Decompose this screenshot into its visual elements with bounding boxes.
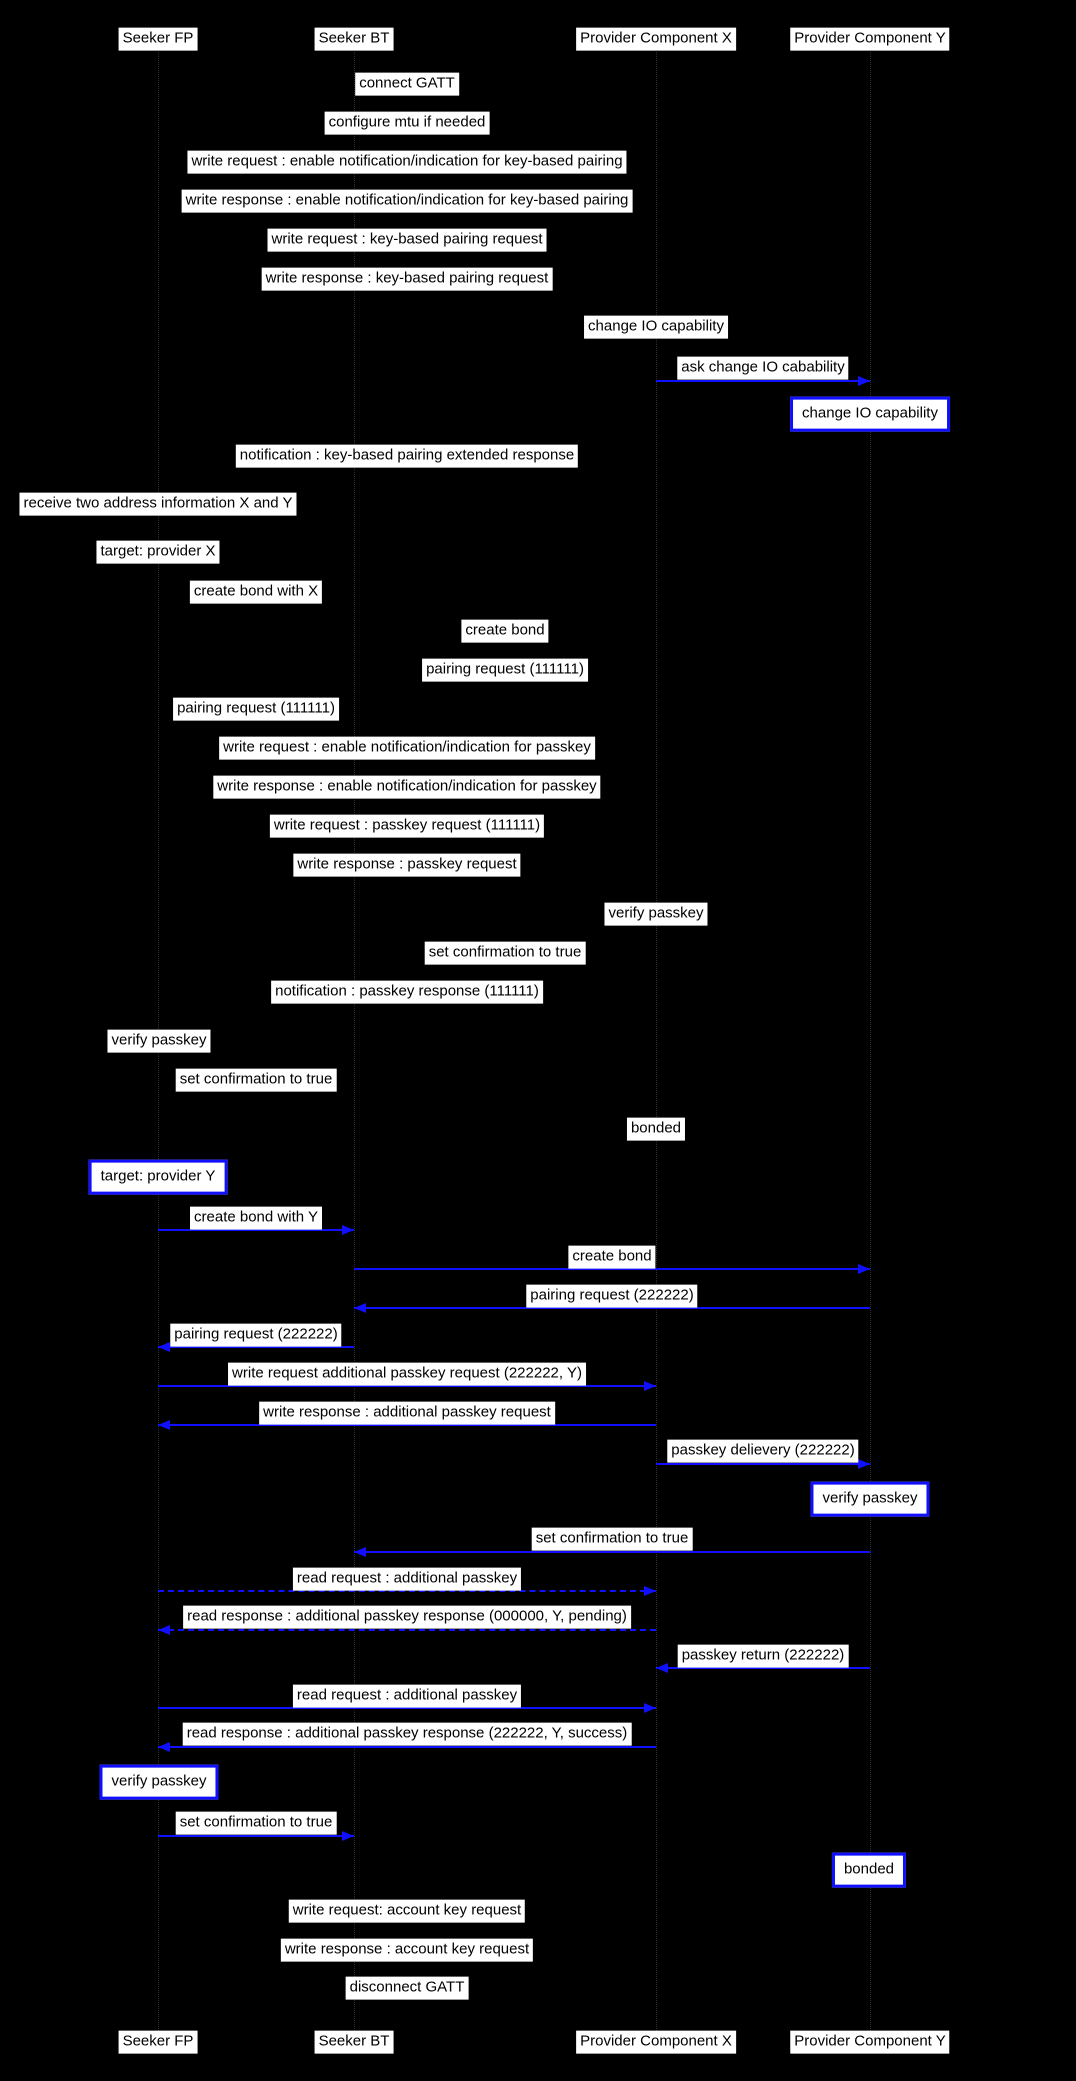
message-arrow-line xyxy=(656,380,870,382)
message-label: set confirmation to true xyxy=(425,942,586,965)
arrow-head-icon xyxy=(354,1303,366,1313)
message-label: configure mtu if needed xyxy=(325,112,490,135)
arrow-head-icon xyxy=(158,1420,170,1430)
arrow-head-icon xyxy=(342,1225,354,1235)
message-label: write response : passkey request xyxy=(293,854,520,877)
message-label: write response : account key request xyxy=(281,1939,533,1962)
message-label: read response : additional passkey response (000000, Y, pending) xyxy=(183,1606,631,1629)
arrow-head-icon xyxy=(158,1342,170,1352)
participant-label-bottom: Seeker FP xyxy=(119,2031,198,2054)
message-label: verify passkey xyxy=(107,1030,210,1053)
message-label: write request : enable notification/indication for passkey xyxy=(219,737,595,760)
message-arrow-line xyxy=(158,1835,354,1837)
message-label: passkey delievery (222222) xyxy=(667,1440,858,1463)
message-label: read request : additional passkey xyxy=(293,1568,521,1591)
message-arrow-line xyxy=(656,1463,870,1465)
message-label: pairing request (111111) xyxy=(173,698,339,721)
arrow-head-icon xyxy=(158,1742,170,1752)
message-label: passkey return (222222) xyxy=(678,1645,849,1668)
participant-label-bottom: Provider Component Y xyxy=(790,2031,949,2054)
message-label: read request : additional passkey xyxy=(293,1685,521,1708)
message-label: set confirmation to true xyxy=(176,1812,337,1835)
arrow-head-icon xyxy=(354,1547,366,1557)
message-label: create bond with X xyxy=(190,581,322,604)
message-label: write request : enable notification/indication for key-based pairing xyxy=(187,151,626,174)
lifeline xyxy=(656,52,657,2033)
message-label: ask change IO cabability xyxy=(677,357,848,380)
message-label: set confirmation to true xyxy=(176,1069,337,1092)
message-arrow-line xyxy=(158,1746,656,1748)
message-label: verify passkey xyxy=(604,903,707,926)
participant-label-bottom: Provider Component X xyxy=(576,2031,736,2054)
message-label: write request : passkey request (111111) xyxy=(270,815,544,838)
arrow-head-icon xyxy=(656,1663,668,1673)
note-box: verify passkey xyxy=(810,1482,929,1517)
message-label: write request : key-based pairing request xyxy=(268,229,547,252)
arrow-head-icon xyxy=(644,1381,656,1391)
message-arrow-line xyxy=(354,1551,870,1553)
message-label: notification : passkey response (111111) xyxy=(271,981,543,1004)
message-label: create bond xyxy=(568,1246,655,1269)
message-label: change IO capability xyxy=(584,316,728,339)
arrow-head-icon xyxy=(158,1625,170,1635)
message-label: pairing request (222222) xyxy=(526,1285,697,1308)
message-label: disconnect GATT xyxy=(346,1977,469,2000)
message-label: pairing request (222222) xyxy=(170,1324,341,1347)
participant-label-top: Seeker FP xyxy=(119,28,198,51)
note-box: verify passkey xyxy=(99,1765,218,1800)
note-box: target: provider Y xyxy=(89,1160,228,1195)
note-box: bonded xyxy=(832,1853,906,1888)
arrow-head-icon xyxy=(858,376,870,386)
message-label: bonded xyxy=(627,1118,685,1141)
arrow-head-icon xyxy=(644,1703,656,1713)
message-label: receive two address information X and Y xyxy=(19,493,296,516)
participant-label-bottom: Seeker BT xyxy=(315,2031,394,2054)
message-label: target: provider X xyxy=(96,541,219,564)
participant-label-top: Provider Component X xyxy=(576,28,736,51)
message-label: set confirmation to true xyxy=(532,1528,693,1551)
message-label: write response : additional passkey request xyxy=(259,1402,555,1425)
message-label: pairing request (111111) xyxy=(422,659,588,682)
message-arrow-line xyxy=(158,1629,656,1631)
message-label: write response : key-based pairing request xyxy=(262,268,553,291)
message-label: notification : key-based pairing extended response xyxy=(236,445,578,468)
message-label: create bond with Y xyxy=(190,1207,322,1230)
participant-label-top: Seeker BT xyxy=(315,28,394,51)
message-label: write request: account key request xyxy=(289,1900,525,1923)
arrow-head-icon xyxy=(858,1459,870,1469)
message-label: write request additional passkey request (222222, Y) xyxy=(228,1363,586,1386)
lifeline xyxy=(870,52,871,2033)
message-label: read response : additional passkey response (222222, Y, success) xyxy=(183,1723,632,1746)
arrow-head-icon xyxy=(858,1264,870,1274)
arrow-head-icon xyxy=(342,1831,354,1841)
participant-label-top: Provider Component Y xyxy=(790,28,949,51)
note-box: change IO capability xyxy=(790,397,950,432)
message-label: create bond xyxy=(461,620,548,643)
message-label: connect GATT xyxy=(355,73,459,96)
arrow-head-icon xyxy=(644,1586,656,1596)
message-label: write response : enable notification/indication for key-based pairing xyxy=(182,190,633,213)
message-label: write response : enable notification/indication for passkey xyxy=(213,776,600,799)
